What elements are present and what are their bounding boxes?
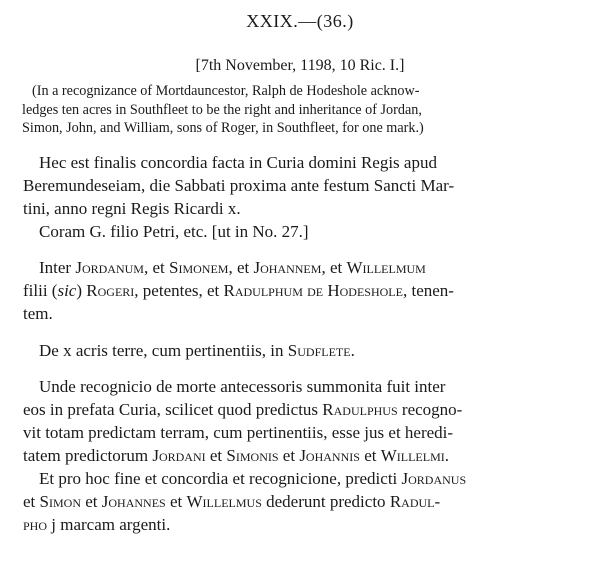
text-line: tem. — [23, 304, 53, 323]
name-radulphus: Radulphum de Hodeshole — [223, 281, 403, 300]
text-line: tini, anno regni Regis Ricardi x. — [23, 199, 241, 218]
sic-note: sic — [57, 281, 77, 300]
name-johannes: Johannes — [101, 492, 166, 511]
text-line: Beremundeseiam, die Sabbati proxima ante festum Sancti Mar- — [23, 176, 455, 195]
summary-line: (In a recognizance of Mortdauncestor, Ralph de Hodeshole acknow- — [32, 83, 420, 99]
name-willelmus: Willelmum — [346, 258, 426, 277]
text-line: filii (sic) Rogeri, petentes, et Radulphum de Hodeshole, tenen- — [23, 281, 454, 300]
name-jordanus: Jordanum — [75, 258, 144, 277]
text-line: et Simon et Johannes et Willelmus dederunt predicto Radul- — [23, 492, 441, 511]
place-sudflete: Sudflete — [287, 341, 351, 360]
name-radulphus: Radul- — [389, 492, 441, 511]
text-line: Inter Jordanum, et Simonem, et Johannem, et Willelmum — [39, 258, 426, 277]
name-jordanus: Jordani — [152, 446, 206, 465]
text-line: Coram G. filio Petri, etc. [ut in No. 27.] — [39, 222, 309, 241]
name-willelmus: Willelmi — [380, 446, 445, 465]
name-radulphus: Radulphus — [322, 400, 398, 419]
charter-summary — [22, 82, 592, 138]
name-rogerus: Rogeri — [86, 281, 135, 300]
name-simon: Simon — [39, 492, 81, 511]
charter-heading: XXIX.—(36.) — [246, 11, 354, 31]
text-line: De x acris terre, cum pertinentiis, in Sudflete. — [39, 341, 355, 360]
text-line: tatem predictorum Jordani et Simonis et Johannis et Willelmi. — [23, 446, 449, 465]
text-line: Hec est finalis concordia facta in Curia domini Regis apud — [39, 153, 437, 172]
name-johannes: Johannem — [253, 258, 322, 277]
name-simon: Simonis — [226, 446, 279, 465]
text-line: vit totam predictam terram, cum pertinentiis, esse jus et heredi- — [23, 423, 454, 442]
name-willelmus: Willelmus — [186, 492, 262, 511]
name-radulphus-cont: pho — [23, 515, 48, 534]
charter-date: [7th November, 1198, 10 Ric. I.] — [195, 57, 405, 74]
text-line: eos in prefata Curia, scilicet quod predictus Radulphus recogno- — [23, 400, 463, 419]
name-johannes: Johannis — [299, 446, 360, 465]
text-line: Et pro hoc fine et concordia et recognicione, predicti Jordanus — [39, 469, 467, 488]
text-line: pho j marcam argenti. — [23, 515, 171, 534]
summary-line: ledges ten acres in Southfleet to be the right and inheritance of Jordan, — [22, 101, 422, 118]
summary-line: Simon, John, and William, sons of Roger, in Southfleet, for one mark.) — [22, 120, 424, 136]
name-simon: Simonem — [169, 258, 229, 277]
text-line: Unde recognicio de morte antecessoris summonita fuit inter — [39, 377, 446, 396]
name-jordanus: Jordanus — [401, 469, 467, 488]
